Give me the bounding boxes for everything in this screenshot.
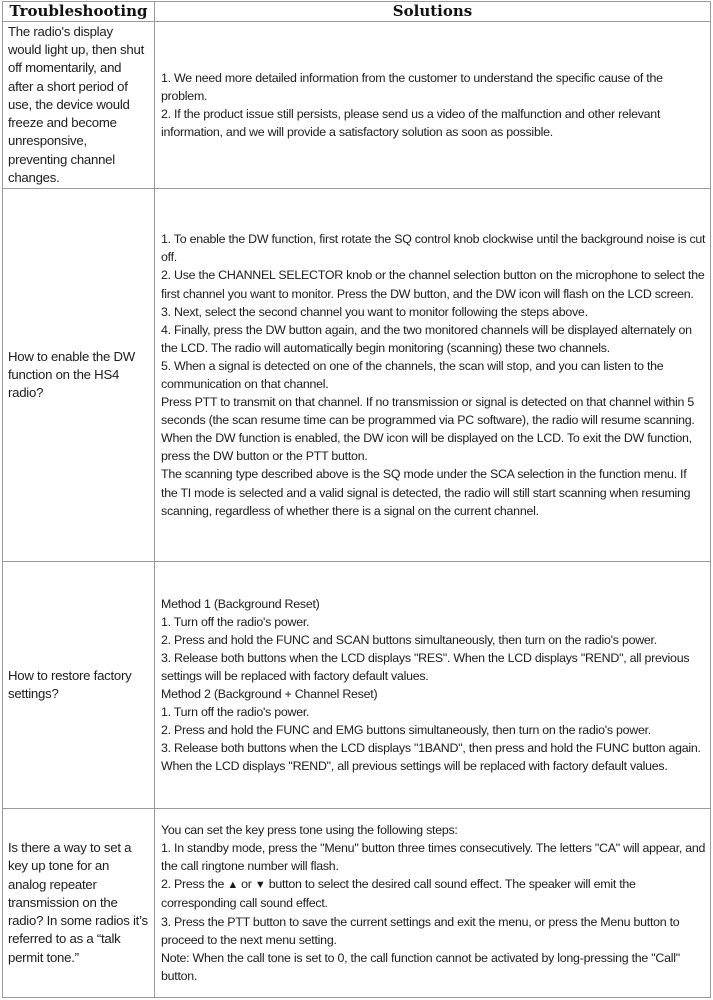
solution-line: 3. Press the PTT button to save the current settings and exit the menu, or press the Menu button to proceed to the next menu setting. xyxy=(161,914,680,947)
solution-line: 2. Press and hold the FUNC and EMG buttons simultaneously, then turn on the radio's power. xyxy=(161,723,651,738)
table-row xyxy=(3,22,711,189)
question-cell: How to enable the DW function on the HS4 radio? xyxy=(3,189,155,562)
solution-line: 2. If the product issue still persists, please send us a video of the malfunction and other relevant information, and we will provide a satisfactory solution as soon as possible. xyxy=(161,107,661,140)
solution-line: The scanning type described above is the SQ mode under the SCA selection in the function menu. If the TI mode is selected and a valid signal is detected, the radio will still start scanning when resuming scanning, regardless of whether there is a signal on the current channel. xyxy=(161,467,691,518)
solution-line: 1. To enable the DW function, first rotate the SQ control knob clockwise until the background noise is cut off. xyxy=(161,232,706,265)
header-troubleshooting: Troubleshooting xyxy=(3,2,155,22)
solution-line: 2. Use the CHANNEL SELECTOR knob or the channel selection button on the microphone to select the first channel you want to monitor. Press the DW button, and the DW icon will flash on the LCD screen. xyxy=(161,268,705,301)
solution-line: 4. Finally, press the DW button again, and the two monitored channels will be displayed alternately on the LCD. The radio will automatically begin monitoring (scanning) these two channels. xyxy=(161,322,692,355)
table-row xyxy=(3,189,711,562)
question-cell: The radio's display would light up, then shut off momentarily, and after a short period of use, the device would freeze and become unresponsive, preventing channel changes. xyxy=(3,22,155,189)
method-heading: Method 1 (Background Reset) xyxy=(161,596,320,611)
solution-line: 3. Release both buttons when the LCD displays "1BAND", then press and hold the FUNC button again. When the LCD displays "REND", all previous settings will be replaced with factory default values. xyxy=(161,741,701,774)
table-row xyxy=(3,562,711,809)
solution-cell xyxy=(155,189,711,562)
solution-line: You can set the key press tone using the following steps: xyxy=(161,823,458,838)
table-row xyxy=(3,809,711,998)
troubleshooting-table xyxy=(2,1,711,998)
solution-cell xyxy=(155,809,711,998)
up-triangle-icon: ▲ xyxy=(227,879,238,892)
method-heading: Method 2 (Background + Channel Reset) xyxy=(161,687,378,701)
question-cell: How to restore factory settings? xyxy=(3,562,155,809)
question-cell: Is there a way to set a key up tone for an analog repeater transmission on the radio? In some radios it’s referred to as a “talk permit tone.” xyxy=(3,809,155,998)
solution-line: 5. When a signal is detected on one of the channels, the scan will stop, and you can listen to the communication on that channel. xyxy=(161,358,664,391)
solution-line: 2. Press and hold the FUNC and SCAN buttons simultaneously, then turn on the radio's power. xyxy=(161,632,657,647)
solution-line: 3. Next, select the second channel you want to monitor following the steps above. xyxy=(161,304,588,319)
solution-line-arrows xyxy=(161,875,706,912)
solution-cell xyxy=(155,562,711,809)
solution-line: 1. In standby mode, press the "Menu" button three times consecutively. The letters "CA" will appear, and the call ringtone number will flash. xyxy=(161,841,706,874)
arrow-step-prefix: 2. Press the xyxy=(161,877,228,892)
solution-line: Note: When the call tone is set to 0, the call function cannot be activated by long-pressing the "Call" button. xyxy=(161,950,680,983)
solution-cell xyxy=(155,22,711,189)
down-triangle-icon: ▼ xyxy=(254,879,266,892)
solution-line: 3. Release both buttons when the LCD displays "RES". When the LCD displays "REND", all previous settings will be replaced with factory default values. xyxy=(161,650,690,683)
arrow-step-suffix: button to select the desired call sound effect. The speaker will emit the corresponding call sound effect. xyxy=(161,877,636,911)
solution-line: 1. We need more detailed information from the customer to understand the specific cause of the problem. xyxy=(161,70,663,103)
arrow-step-middle: or xyxy=(237,877,255,892)
solution-line: 1. Turn off the radio's power. xyxy=(161,614,310,629)
solution-line: 1. Turn off the radio's power. xyxy=(161,705,310,720)
header-solutions: Solutions xyxy=(155,2,711,22)
solution-line: Press PTT to transmit on that channel. If no transmission or signal is detected on that channel within 5 seconds (the scan resume time can be programmed via PC software), the radio will resume scanning. When the DW function is enabled, the DW icon will be displayed on the LCD. To exit the DW function, press the DW button or the PTT button. xyxy=(161,395,695,464)
header-row xyxy=(3,2,711,22)
